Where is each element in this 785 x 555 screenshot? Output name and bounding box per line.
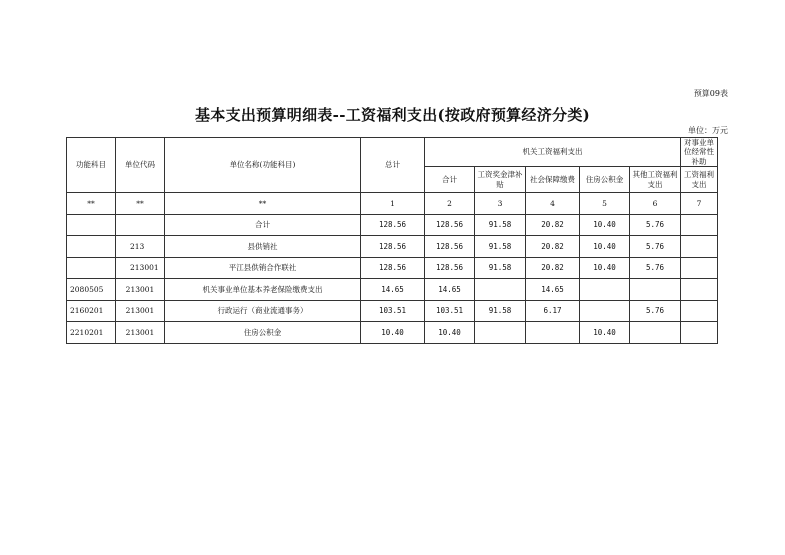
func-cell — [67, 236, 116, 258]
other-cell — [630, 279, 681, 301]
total-cell: 10.40 — [361, 322, 425, 344]
table-row — [67, 322, 718, 344]
name-cell: 县供销社 — [165, 236, 361, 258]
inst-cell — [681, 257, 718, 279]
col-inst-wage: 工资福利支出 — [681, 167, 718, 193]
index-cell: ** — [67, 193, 116, 215]
social-cell: 6.17 — [526, 300, 580, 322]
total-cell: 14.65 — [361, 279, 425, 301]
name-cell: 合计 — [165, 214, 361, 236]
other-cell: 5.76 — [630, 236, 681, 258]
table-row — [67, 257, 718, 279]
budget-table — [66, 137, 718, 344]
table-row — [67, 279, 718, 301]
wage-cell — [475, 322, 526, 344]
housing-cell — [580, 279, 630, 301]
func-cell — [67, 257, 116, 279]
social-cell: 20.82 — [526, 257, 580, 279]
other-cell: 5.76 — [630, 214, 681, 236]
total-cell: 103.51 — [361, 300, 425, 322]
col-other-welfare: 其他工资福利支出 — [630, 167, 681, 193]
index-cell: 6 — [630, 193, 681, 215]
col-group-org-welfare: 机关工资福利支出 — [425, 138, 681, 167]
inst-cell — [681, 300, 718, 322]
subtotal-cell: 128.56 — [425, 257, 475, 279]
header-row-1 — [67, 138, 718, 167]
total-cell: 128.56 — [361, 236, 425, 258]
inst-cell — [681, 214, 718, 236]
table-row — [67, 236, 718, 258]
code-cell — [116, 214, 165, 236]
wage-cell: 91.58 — [475, 214, 526, 236]
form-code: 预算09表 — [693, 89, 728, 98]
col-subtotal: 合计 — [425, 167, 475, 193]
social-cell: 14.65 — [526, 279, 580, 301]
housing-cell: 10.40 — [580, 236, 630, 258]
table-row — [67, 214, 718, 236]
col-unit-code: 单位代码 — [116, 138, 165, 193]
inst-cell — [681, 236, 718, 258]
index-cell: 3 — [475, 193, 526, 215]
subtotal-cell: 128.56 — [425, 214, 475, 236]
name-cell: 机关事业单位基本养老保险缴费支出 — [165, 279, 361, 301]
name-cell: 平江县供销合作联社 — [165, 257, 361, 279]
subtotal-cell: 14.65 — [425, 279, 475, 301]
social-cell — [526, 322, 580, 344]
index-cell: ** — [165, 193, 361, 215]
name-cell: 行政运行（商业流通事务） — [165, 300, 361, 322]
col-total: 总计 — [361, 138, 425, 193]
code-cell: 213 — [116, 236, 165, 258]
table-row — [67, 300, 718, 322]
page-title: 基本支出预算明细表--工资福利支出(按政府预算经济分类) — [194, 106, 591, 124]
name-cell: 住房公积金 — [165, 322, 361, 344]
index-row — [67, 193, 718, 215]
subtotal-cell: 103.51 — [425, 300, 475, 322]
func-cell: 2080505 — [67, 279, 116, 301]
code-cell: 213001 — [116, 257, 165, 279]
col-social-insurance: 社会保障缴费 — [526, 167, 580, 193]
social-cell: 20.82 — [526, 236, 580, 258]
inst-cell — [681, 279, 718, 301]
wage-cell: 91.58 — [475, 236, 526, 258]
code-cell: 213001 — [116, 300, 165, 322]
col-housing-fund: 住房公积金 — [580, 167, 630, 193]
wage-cell: 91.58 — [475, 257, 526, 279]
index-cell: 5 — [580, 193, 630, 215]
col-wage-bonus: 工资奖金津补贴 — [475, 167, 526, 193]
subtotal-cell: 128.56 — [425, 236, 475, 258]
col-unit-name: 单位名称(功能科目) — [165, 138, 361, 193]
other-cell: 5.76 — [630, 300, 681, 322]
social-cell: 20.82 — [526, 214, 580, 236]
col-group-inst-subsidy: 对事业单位经常性补助 — [681, 138, 718, 167]
func-cell: 2160201 — [67, 300, 116, 322]
func-cell — [67, 214, 116, 236]
index-cell: 4 — [526, 193, 580, 215]
code-cell: 213001 — [116, 279, 165, 301]
housing-cell: 10.40 — [580, 257, 630, 279]
total-cell: 128.56 — [361, 214, 425, 236]
col-func-subject: 功能科目 — [67, 138, 116, 193]
housing-cell — [580, 300, 630, 322]
other-cell — [630, 322, 681, 344]
housing-cell: 10.40 — [580, 214, 630, 236]
other-cell: 5.76 — [630, 257, 681, 279]
index-cell: 7 — [681, 193, 718, 215]
code-cell: 213001 — [116, 322, 165, 344]
func-cell: 2210201 — [67, 322, 116, 344]
index-cell: ** — [116, 193, 165, 215]
subtotal-cell: 10.40 — [425, 322, 475, 344]
index-cell: 2 — [425, 193, 475, 215]
inst-cell — [681, 322, 718, 344]
unit-label: 单位：万元 — [688, 126, 728, 135]
total-cell: 128.56 — [361, 257, 425, 279]
wage-cell — [475, 279, 526, 301]
index-cell: 1 — [361, 193, 425, 215]
housing-cell: 10.40 — [580, 322, 630, 344]
wage-cell: 91.58 — [475, 300, 526, 322]
